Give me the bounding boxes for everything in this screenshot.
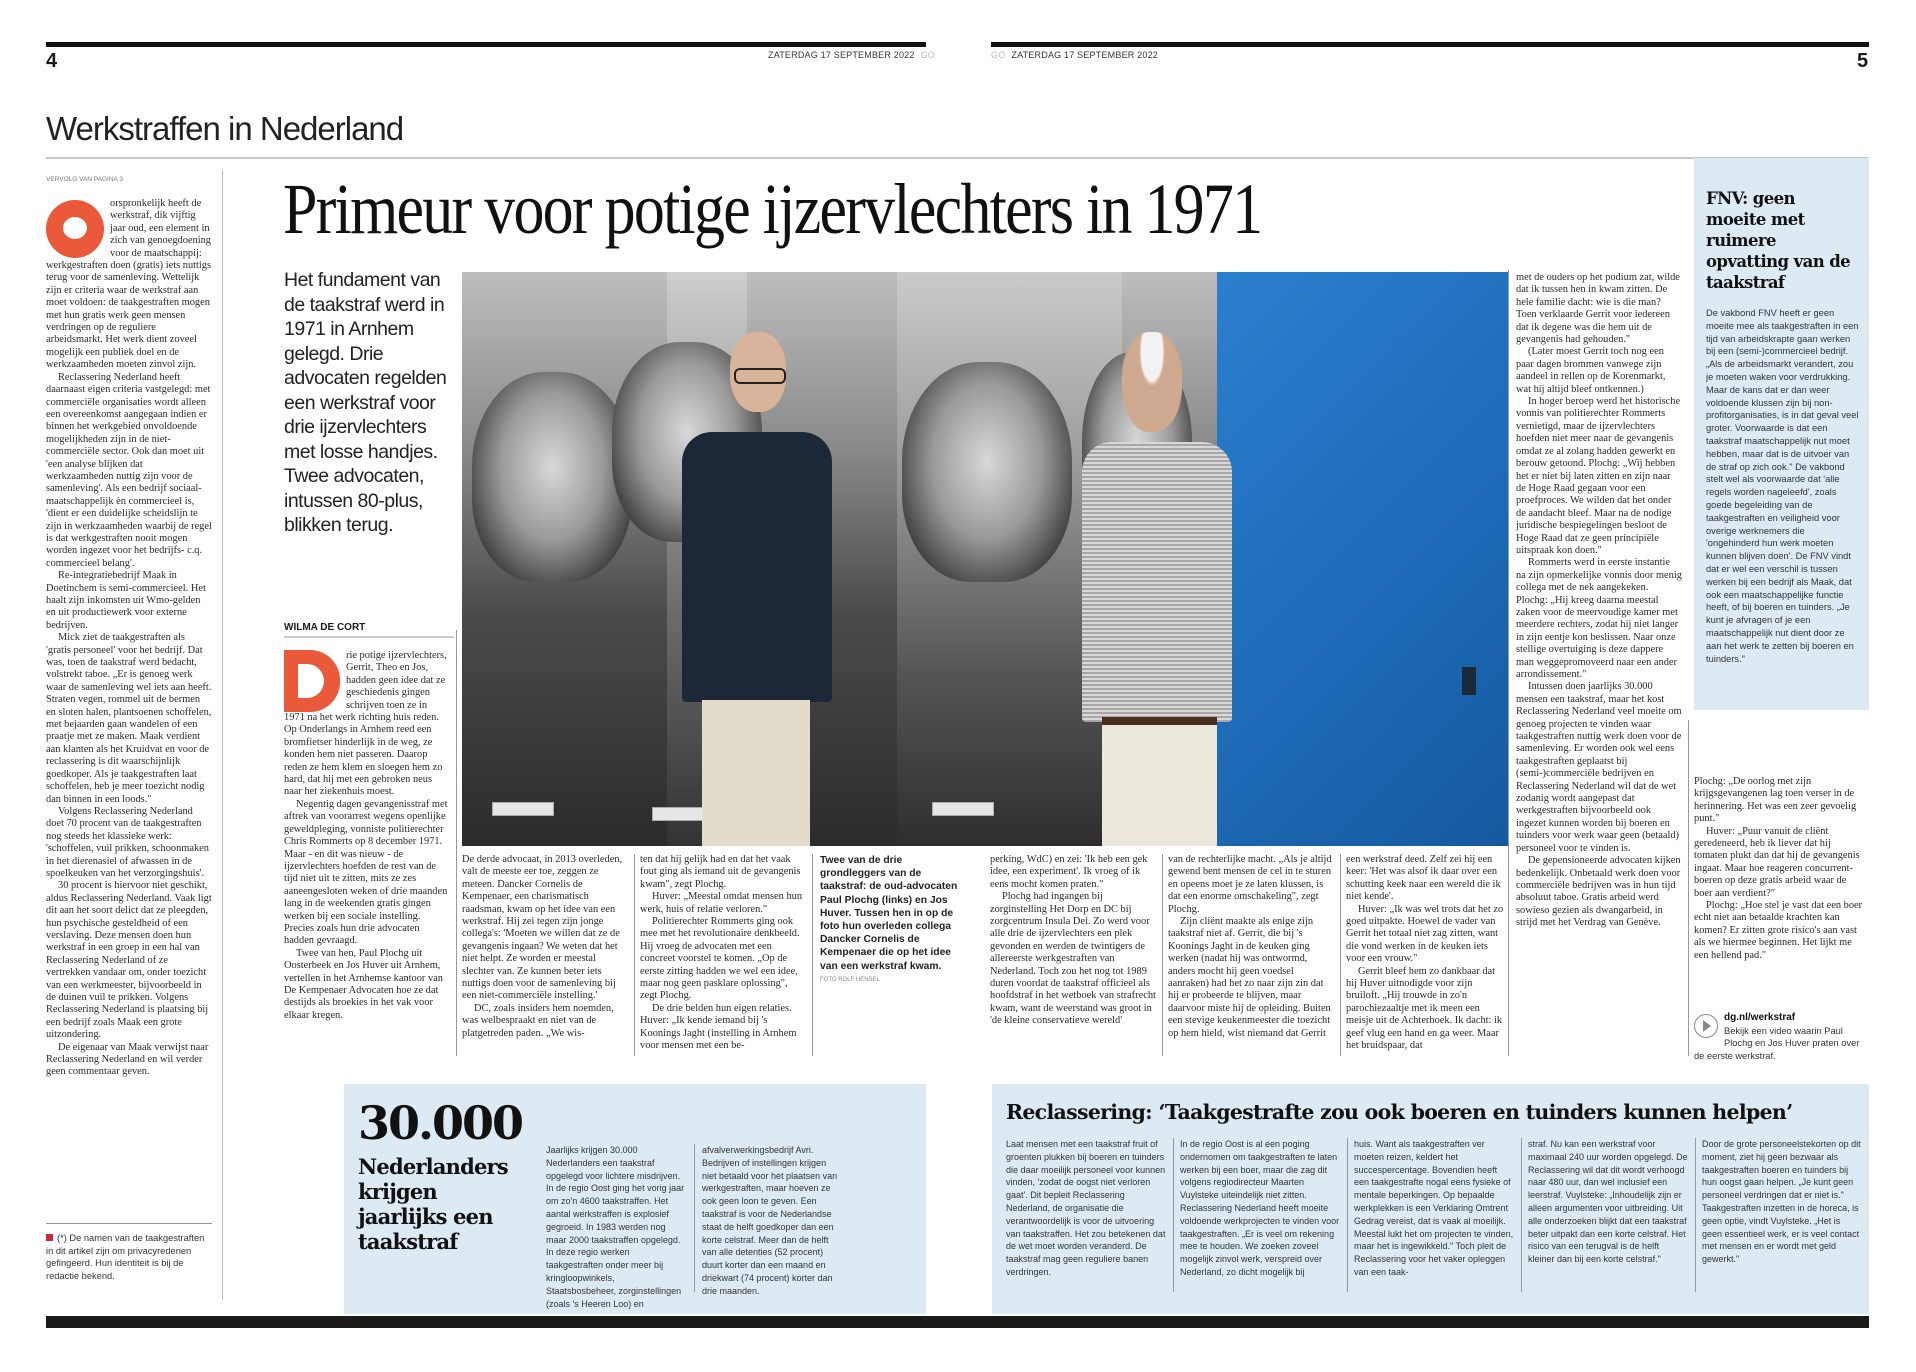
paragraph: Plochg: „De oorlog met zijn krijgsgevangenen lag toen verser in de herinnering. Het was een zeer gevoelig punt."	[1694, 776, 1857, 825]
column-divider	[456, 630, 457, 1056]
dropcap-d	[284, 650, 340, 712]
date-text: ZATERDAG 17 SEPTEMBER 2022	[768, 50, 915, 60]
paragraph: Huver: „Ik was wel trots dat het zo goed uitpakte. Hoewel de vader van Gerrit het totaal niet zag zitten, want die vond werken in de keuken iets voor een vrouw."	[1346, 903, 1504, 965]
recl-col-5: Door de grote personeelstekorten op dit moment, ziet hij geen bezwaar als taakgestraften boeren en tuinders bij hun oogst gaan helpen. „Je kunt geen personeel verdringen dat er niet is." Taakgestraften inzetten in de horeca, is geen optie, vindt Vuylsteke. „Het is geen essentieel werk, er is veel contact met mensen en er wordt met geld gewerkt."	[1702, 1139, 1861, 1265]
paragraph: De gepensioneerde advocaten kijken bedenkelijk. Onbetaald werk doen voor commerciële bedrijven was in hun tijd absoluut taboe. Gratis arbeid werd sowieso gezien als dwangarbeid, in strijd met het Verdrag van Genève.	[1516, 855, 1681, 929]
continuation-kicker: VERVOLG VAN PAGINA 3	[46, 176, 123, 183]
column-divider	[694, 1144, 695, 1292]
intro-text: Het fundament van de taakstraf werd in 1971 in Arnhem gelegd. Drie advocaten regelden een werkstraf voor drie ijzervlechters met losse handjes. Twee advocaten, intussen 80-plus, blikken terug.	[284, 269, 447, 536]
article-col-8	[1694, 776, 1864, 962]
page-number-left: 4	[46, 50, 58, 72]
paragraph: rie potige ijzervlechters, Gerrit, Theo en Jos, hadden geen idee dat ze geschiedenis gingen schrijven toen ze in 1971 na het werk richting huis reden. Op Onderlangs in Arnhem reed een bromfietser hinderlijk in de weg, ze konden hem niet passeren. Daarop reden ze hem klem en sloegen hem zo hard, dat hij met een gebroken neus naar het ziekenhuis moest.	[284, 650, 447, 798]
article-col-2	[462, 854, 628, 1040]
column-divider	[1695, 1138, 1696, 1292]
paragraph: Plochg had ingangen bij zorginstelling Het Dorp en DC bij zorgcentrum Insula Dei. Zo werd voor alle drie de ijzervlechters een plek gevonden en werden de twintigers de allereerste werkgestraften van Nederland. Toch zou het nog tot 1989 duren voordat de taakstraf officieel als hoofdstraf in het wetboek van strafrecht kwam, want de weerstand was groot in 'de kleine conservatieve wereld'	[990, 891, 1156, 1027]
dropcap-o	[46, 198, 104, 258]
paragraph: In hoger beroep werd het historische vonnis van politierechter Rommerts vernietigd, maar de ijzervlechters hoefden niet meer naar de gevangenis omdat ze al zolang hadden gewerkt en berouw getoond. Plochg: „Wij hebben het er niet bij laten zitten en zijn naar de Hoge Raad gegaan voor een proefproces. We wilden dat het onder de aandacht bleef. Maar na de nodige juridische bespiegelingen besloot de Hoge Raad dat ze geen principiële uitspraak kon doen."	[1516, 396, 1681, 556]
column-divider	[1508, 270, 1509, 1056]
recl-col-3: huis. Want als taakgestraften ver moeten reizen, keldert het succespercentage. Bovendien heeft een taakgestrafte nogal eens fysieke of mentale beperkingen. Op bepaalde werkplekken is een Verklaring Omtrent Gedrag vereist, dat is vaak al moeilijk. Meestal lukt het om projecten te vinden, maar het is ingewikkeld." Toch pleit de Reclassering voor het vaker opleggen van een taak-	[1354, 1139, 1514, 1277]
paragraph: 30 procent is hiervoor niet geschikt, aldus Reclassering Nederland. Vaak ligt dit aan het soort delict dat ze pleegden, hun psychische gesteldheid of een verslaving. Deze mensen doen hun werkstraf in een groep in een hal van Reclassering Nederland of ze vertrekken vandaar om, onder toezicht van een werkmeester, bijvoorbeeld in de duinen vuil te prikken. Volgens Reclassering Nederland is plaatsing bij een bedrijf zoals Maak een grote uitzondering.	[46, 880, 212, 1041]
column-divider	[1162, 854, 1163, 1056]
edition-mark: GO	[920, 50, 935, 60]
column-divider	[1340, 854, 1341, 1056]
section-title: Werkstraffen in Nederland	[46, 110, 404, 147]
paragraph: De eigenaar van Maak verwijst naar Reclassering Nederland en wil verder geen commentaar geven.	[46, 1041, 209, 1078]
recl-col-4: straf. Nu kan een werkstraf voor maximaal 240 uur worden opgelegd. De Reclassering wil dat dit wordt verhoogd naar 480 uur, dan wel inclusief een leerstraf. Vuylsteke: „Inhoudelijk zijn er alleen argumenten voor uitbreiding. Uit alle onderzoeken blijkt dat een taakstraf beter uitpakt dan een korte celstraf. Het risico van een terugval is de helft kleiner dan bij een korte celstraf."	[1528, 1139, 1688, 1265]
paragraph: van de rechterlijke macht. „Als je altijd gewend bent mensen de cel in te sturen en opeens moet je ze laten klussen, is dat een enorme omschakeling", zegt Plochg.	[1168, 854, 1332, 915]
paragraph: met de ouders op het podium zat, wilde dat ik tussen hen in kwam zitten. De hele familie dacht: wie is die man? Toen verklaarde Gerrit voor iedereen dat ik degene was die hem uit de gevangenis had gehouden."	[1516, 272, 1680, 346]
date-text: ZATERDAG 17 SEPTEMBER 2022	[1011, 50, 1158, 60]
paragraph: DC, zoals insiders hem noemden, was welbespraakt en niet van de platgetreden paden. „We wis-	[462, 1002, 614, 1039]
paragraph: ten dat hij gelijk had en dat het vaak fout ging als iemand uit de gevangenis kwam", zegt Plochg.	[640, 854, 801, 890]
paragraph: De derde advocaat, in 2013 overleden, valt de meeste eer toe, zeggen ze meteen. Dancker Cornelis de Kempenaer, een charismatisch raadsman, kwam op het idee van een werkstraf. Hij zei tegen zijn jonge collega's: 'Moeten we willen dat ze de gevangenis ingaan? We weten dat het niet helpt. Ze worden er meestal slechter van. Ze kunnen beter iets nuttigs doen voor de samenleving bij een niet-commerciële instelling.'	[462, 854, 623, 1002]
video-link[interactable]	[1694, 1012, 1866, 1062]
left-column-text	[46, 198, 212, 1079]
paragraph: Zijn cliënt maakte als enige zijn taakstraf niet af. Gerrit, die bij 's Koonings Jaght in de keuken ging werken (nadat hij was ontwormd, anders mocht hij geen voedsel aanraken) had het zo naar zijn zin dat hij er probeerde te blijven, maar daarvoor miste hij de opleiding. Buiten een stevige keukenmeester die toezicht op hem hield, wist niemand dat Gerrit	[1168, 916, 1331, 1039]
paragraph: Plochg: „Hoe stel je vast dat een boer echt niet aan betaalde krachten kan komen? Er zitten grote risico's aan vast als we hiermee beginnen. Het lijkt me een hellend pad."	[1694, 900, 1863, 961]
dateline-left	[768, 50, 941, 60]
stat-col-1: Jaarlijks krijgen 30.000 Nederlanders een taakstraf opgelegd voor lichtere misdrijven. In de regio Oost ging het vorig jaar om zo'n 4600 taakstraffen. Het aantal werkstraffen is explosief gegroeid. In 1983 werden nog maar 2000 taakstraffen opgelegd. In deze regio werken taakgestraften onder meer bij kringloopwinkels, Staatsbosbeheer, zorginstellingen (zoals 's Heeren Loo) en	[546, 1145, 685, 1309]
top-rule-left	[46, 42, 926, 47]
top-rule-right	[991, 42, 1869, 47]
stat-box	[344, 1084, 926, 1314]
paragraph: perking, WdC) en zei: 'Ik heb een gek idee, een experiment'. Ik vroeg of ik eens mocht komen praten."	[990, 854, 1148, 890]
bottom-bar	[46, 1316, 1869, 1328]
paragraph: orspronkelijk heeft de werkstraf, dik vijftig jaar oud, een element in zich van genoegdoening voor de maatschappij: werkgestraften doen (gratis) iets nuttigs terug voor de samenleving. Wettelijk zijn er criteria waar de werkstraf aan moet voldoen: de taakgestraften mogen met hun gratis werk geen mensen verdringen op de reguliere arbeidsmarkt. Het werk dient zoveel mogelijk een publiek doel en de werkzaamheden moeten zinvol zijn.	[46, 198, 212, 371]
fnv-text: De vakbond FNV heeft er geen moeite mee als taakgestraften in een tijd van arbeidskrapte gaan werken bij een (semi-)commercieel bedrijf. „Als de arbeidsmarkt verandert, zou je moeten waken voor verdrukking. Maar de kans dat er dan weer voldoende klussen zijn bij non-profitorganisaties, is in dat geval veel groter. Voorwaarde is dat een taakstraf maatschappelijk nut moet hebben, maar dat is de uitvoer van de straf op zich ook." De vakbond stelt wel als voorwaarde dat 'alle regels worden nageleefd', zoals goede begeleiding van de taakgestraften en veiligheid voor overige werknemers die 'ongehinderd hun werk moeten kunnen blijven doen'. De FNV vindt dat er wel een verschil is tussen werken bij een bedrijf als Maak, dat ook een maatschappelijke functie heeft, of bij boeren en tuinders. „Je kunt je afvragen of je een maatschappelijk nut dient door ze aan het werk te zetten bij boeren en tuinders."	[1706, 308, 1859, 664]
video-description: Bekijk een video waarin Paul Plochg en Jos Huver praten over de eerste werkstraf.	[1694, 1025, 1860, 1061]
footnote-divider	[46, 1223, 212, 1224]
reclassering-box	[992, 1084, 1869, 1314]
paragraph: Negentig dagen gevangenisstraf met aftrek van voorarrest wegens openlijke geweldpleging, vonniste politierechter Chris Rommerts op 8 december 1971. Maar - en dit was nieuw - de ijzervlechters hoefden de rest van de tijd niet uit te zitten, mits ze zes aaneengesloten weken of drie maanden lang in de weekenden gratis gingen werken bij een sociale instelling. Precies zoals hun drie advocaten hadden gevraagd.	[284, 798, 448, 947]
column-divider	[1688, 720, 1689, 1056]
paragraph: Huver: „Puur vanuit de cliënt geredeneerd, heb ik liever dat hij tomaten plukt dan dat hij de gevangenis ingaat. Maar hoe reageren concurrent-boeren op deze gratis arbeid waar de boer aan verdient?"	[1694, 825, 1860, 899]
photo-plochg-huver	[462, 272, 1508, 846]
page-number-right: 5	[1857, 50, 1869, 72]
recl-col-1: Laat mensen met een taakstraf fruit of groenten plukken bij boeren en tuinders die daar moeilijk personeel voor kunnen vinden, 'zodat de oogst niet verloren gaat'. Dit bepleit Reclassering Nederland, de organisatie die verantwoordelijk is voor de uitvoering van taakstraffen. Het zou betekenen dat de wet moet worden veranderd. De taakstraf mag geen reguliere banen verdringen.	[1006, 1139, 1166, 1277]
column-divider	[1521, 1138, 1522, 1292]
recl-col-2: In de regio Oost is al een poging ondernomen om taakgestraften te laten werken bij een boer, maar die zag dit volgens regiodirecteur Maarten Vuylsteke uiteindelijk niet zitten. Reclassering Nederland heeft moeite voldoende werkprojecten te vinden voor taakgestraften. „Er is veel om rekening mee te houden. We zoeken zoveel mogelijk zinvol werk, verspreid over Nederland, zo dicht mogelijk bij	[1180, 1139, 1340, 1277]
column-divider	[634, 854, 635, 1056]
article-col-3	[640, 854, 806, 1053]
footnote: (*) De namen van de taakgestraften in dit artikel zijn om privacyredenen gefingeerd. Hun identiteit is bij de redactie bekend.	[46, 1233, 205, 1281]
blue-wall	[1217, 272, 1508, 846]
photo-caption: Twee van de drie grondleggers van de taakstraf: de oud-advocaten Paul Plochg (links) en Jos Huver. Tussen hen in op de foto hun overleden collega Dancker Cornelis de Kempenaer die op het idee van een werkstraf kwam.	[820, 855, 958, 972]
paragraph: Reclassering Nederland heeft daarnaast eigen criteria vastgelegd: met commerciële organisaties wordt alleen een overeenkomst aangegaan indien er binnen het werkgebied onvoldoende mogelijkheden zijn in de niet-commerciële sector. Ook dan moet uit 'een analyse blijken dat werkzaamheden nuttig zijn voor de samenleving'. Als een bedrijf sociaal-maatschappelijk èn commercieel is, 'dient er een duidelijke scheidslijn te zijn in werkzaamheden waarbij de regel is dat werkgestraften nooit mogen worden ingezet voor het bedrijfs- c.q. commercieel belang'.	[46, 371, 212, 569]
article-col-7	[1516, 272, 1682, 930]
dateline-right	[991, 50, 1158, 60]
red-square-icon	[46, 1234, 53, 1241]
stat-title: Nederlanders krijgen jaarlijks een taakstraf	[358, 1154, 508, 1254]
person-huver	[1082, 332, 1232, 846]
byline: WILMA DE CORT	[284, 622, 454, 638]
article-col-6	[1346, 854, 1506, 1053]
paragraph: Intussen doen jaarlijks 30.000 mensen een taakstraf, maar het kost Reclassering Nederland veel moeite om genoeg projecten te vinden waar taakgestraften nuttig werk doen voor de samenleving. Er worden ook wel eens taakgestraften geplaatst bij (semi-)commerciële bedrijven en Reclassering Nederland wil dat de wet zodanig wordt aangepast dat werkgestraften bijvoorbeeld ook ingezet kunnen worden bij boeren en tuinders voor werk waar geen (betaald) personeel voor te vinden is.	[1516, 681, 1682, 854]
edition-mark: GO	[991, 50, 1006, 60]
person-plochg	[682, 332, 842, 846]
article-col-4	[990, 854, 1156, 1028]
photo-caption-block	[820, 854, 970, 983]
paragraph: Politierechter Rommerts ging ook mee met het revolutionaire denkbeeld. Hij vroeg de advocaten met een concreet voorstel te komen. „Op de eerste zitting hadden we wel een idee, maar nog geen pasklare oplossing", zegt Plochg.	[640, 916, 800, 1002]
play-circle-icon[interactable]	[1694, 1014, 1718, 1038]
fnv-title: FNV: geen moeite met ruimere opvatting van de taakstraf	[1706, 189, 1851, 292]
section-divider	[46, 157, 1869, 159]
stat-col-2: afvalverwerkingsbedrijf Avri. Bedrijven of instellingen krijgen niet betaald voor het plaatsen van werkgestraften, maar hoeven ze ook geen loon te geven. Een taakstraf is voor de Nederlandse staat de helft goedkoper dan een korte celstraf. Meer dan de helft van alle detenties (52 procent) duurt korter dan een maand en driekwart (74 procent) korter dan drie maanden.	[702, 1145, 838, 1296]
paragraph: De drie belden hun eigen relaties. Huver: „Ik kende iemand bij 's Koonings Jaght (instelling in Arnhem voor mensen met een be-	[640, 1002, 797, 1052]
paragraph: Rommerts werd in eerste instantie na zijn opmerkelijke vonnis door menig collega met de nek aangekeken. Plochg: „Hij kreeg daarna meestal zaken voor de meervoudige kamer met meerdere rechters, zodat hij niet langer in zijn eentje kon beslissen. Naar onze stellige overtuiging is deze dappere man weggepromoveerd naar een ander arrondissement."	[1516, 557, 1682, 680]
article-col-1	[284, 650, 450, 1022]
stat-number: 30.000	[358, 1096, 523, 1150]
column-divider	[222, 170, 223, 1300]
headline: Primeur voor potige ijzervlechters in 1971	[283, 169, 1262, 249]
paragraph: (Later moest Gerrit toch nog een paar dagen brommen vanwege zijn aandeel in rellen op de Korenmarkt, wat hij altijd bleef ontkennen.)	[1516, 346, 1666, 395]
paragraph: Huver: „Meestal omdat mensen hun werk, huis of relatie verloren."	[640, 891, 803, 915]
reclassering-title: Reclassering: ‘Taakgestrafte zou ook boeren en tuinders kunnen helpen’	[1006, 1100, 1793, 1124]
paragraph: Mick ziet de taakgestraften als 'gratis personeel' voor het bedrijf. Dat was, toen de taakstraf werd bedacht, volstrekt taboe. „Er is genoeg werk waar de samenleving wel iets aan heeft. Straten vegen, rommel uit de bermen en sloten halen, plantsoenen schoffelen, met bejaarden gaan wandelen of een praatje met ze maken. Maak verdient aan klanten als het Kruidvat en voor de reclassering is dit waarschijnlijk goedkoper. Als je taakgestraften laat schoffelen, heb je meer toezicht nodig dan binnen in een loods."	[46, 632, 212, 805]
paragraph: Re-integratiebedrijf Maak in Doetinchem is semi-commercieel. Het haalt zijn inkomsten uit Wmo-gelden en uit productiewerk voor externe bedrijven.	[46, 570, 206, 631]
column-divider	[812, 854, 813, 1056]
paragraph: Gerrit bleef hem zo dankbaar dat hij Huver uitnodigde voor zijn bruiloft. „Hij trouwde in zo'n parochiezaaltje met ik meen een meisje uit de Achterhoek. Ik dacht: ik geef vlug een hand en ga weer. Maar het bruidspaar, dat	[1346, 965, 1503, 1052]
column-divider	[1173, 1138, 1174, 1292]
paragraph: een werkstraf deed. Zelf zei hij een keer: 'Het was alsof ik daar over een schutting keek naar een wereld die ik niet kende'.	[1346, 854, 1501, 903]
article-col-5	[1168, 854, 1334, 1040]
photo-credit: FOTO ROLF HENSEL	[820, 976, 880, 983]
video-url[interactable]: dg.nl/werkstraf	[1724, 1012, 1796, 1023]
paragraph: Volgens Reclassering Nederland doet 70 procent van de taakgestraften nog steeds het klassieke werk: 'schoffelen, vuil prikken, schoonmaken in het dierenasiel of afwassen in de spoelkeuken van het verzorgingshuis'.	[46, 805, 209, 879]
fnv-sidebar	[1694, 158, 1869, 710]
paragraph: Twee van hen, Paul Plochg uit Oosterbeek en Jos Huver uit Arnhem, vertellen in het Arnhemse kantoor van De Kempenaer Advocaten hoe ze dat destijds als broekies in het vak voor elkaar kregen.	[284, 947, 443, 1021]
wall-outlet	[1462, 667, 1476, 695]
column-divider	[1347, 1138, 1348, 1292]
